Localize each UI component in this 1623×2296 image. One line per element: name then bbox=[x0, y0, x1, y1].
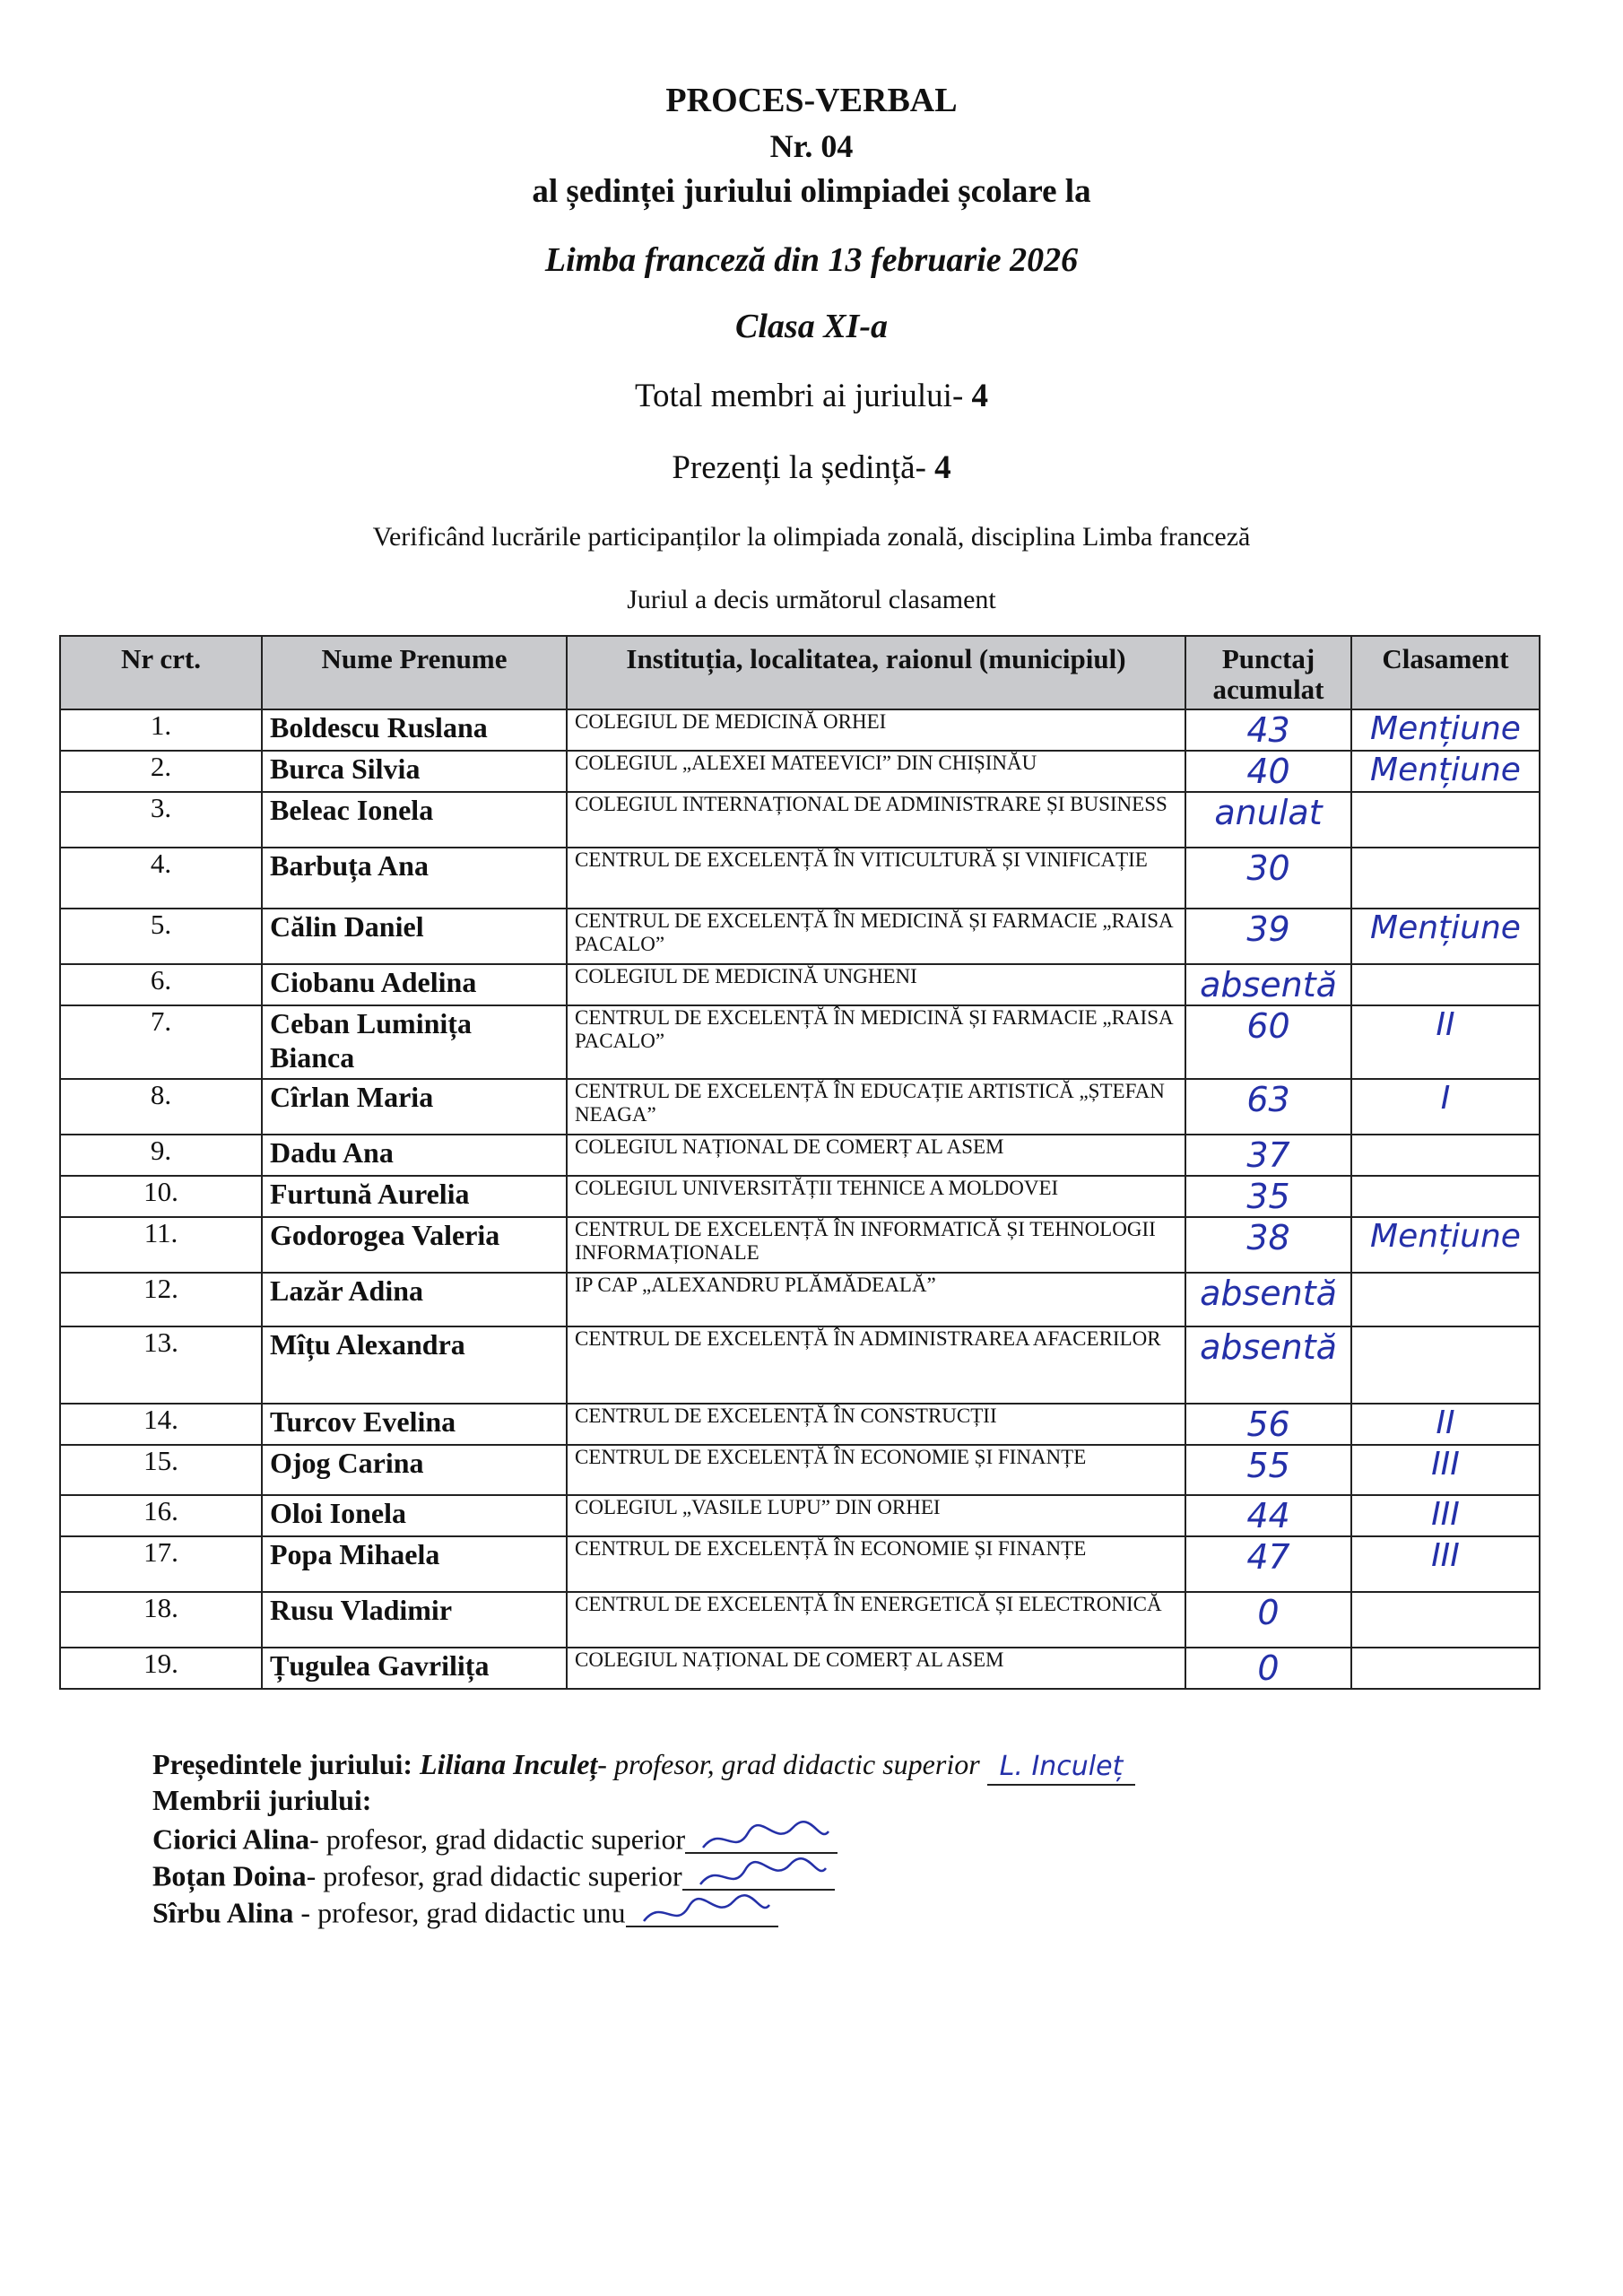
points-value: 39 bbox=[1185, 909, 1351, 964]
institution-name: COLEGIUL NAȚIONAL DE COMERȚ AL ASEM bbox=[567, 1648, 1185, 1689]
institution-name: CENTRUL DE EXCELENȚĂ ÎN CONSTRUCȚII bbox=[567, 1404, 1185, 1445]
points-value: absentă bbox=[1185, 1273, 1351, 1326]
total-members-label: Total membri ai juriului- bbox=[634, 378, 964, 414]
institution-name: COLEGIUL UNIVERSITĂȚII TEHNICE A MOLDOVEI bbox=[567, 1176, 1185, 1217]
row-number: 5. bbox=[60, 909, 262, 964]
jury-member-name: Boțan Doina bbox=[152, 1859, 307, 1892]
row-number: 16. bbox=[60, 1495, 262, 1536]
participant-name: Mîțu Alexandra bbox=[262, 1326, 567, 1404]
institution-name: CENTRUL DE EXCELENȚĂ ÎN MEDICINĂ ȘI FARMACIE „RAISA PACALO” bbox=[567, 909, 1185, 964]
institution-name: CENTRUL DE EXCELENȚĂ ÎN VITICULTURĂ ȘI VINIFICAȚIE bbox=[567, 848, 1185, 909]
points-value: anulat bbox=[1185, 792, 1351, 848]
table-row bbox=[60, 792, 1540, 848]
institution-name: CENTRUL DE EXCELENȚĂ ÎN MEDICINĂ ȘI FARMACIE „RAISA PACALO” bbox=[567, 1005, 1185, 1079]
document-number: Nr. 04 bbox=[769, 128, 854, 164]
rank-value bbox=[1351, 1592, 1540, 1648]
rank-value bbox=[1351, 848, 1540, 909]
points-value: 37 bbox=[1185, 1135, 1351, 1176]
institution-name: COLEGIUL INTERNAȚIONAL DE ADMINISTRARE ȘI BUSINESS bbox=[567, 792, 1185, 848]
table-row bbox=[60, 1648, 1540, 1689]
jury-member-name: Ciorici Alina bbox=[152, 1822, 310, 1856]
rank-value: III bbox=[1351, 1536, 1540, 1592]
table-row bbox=[60, 1079, 1540, 1135]
institution-name: COLEGIUL „VASILE LUPU” DIN ORHEI bbox=[567, 1495, 1185, 1536]
decision-note: Juriul a decis următorul clasament bbox=[627, 585, 996, 614]
jury-member-role: - profesor, grad didactic superior bbox=[306, 1859, 682, 1892]
participant-name: Furtună Aurelia bbox=[262, 1176, 567, 1217]
row-number: 15. bbox=[60, 1445, 262, 1495]
institution-name: CENTRUL DE EXCELENȚĂ ÎN EDUCAȚIE ARTISTICĂ „ȘTEFAN NEAGA” bbox=[567, 1079, 1185, 1135]
table-row bbox=[60, 1217, 1540, 1273]
row-number: 1. bbox=[60, 709, 262, 751]
jury-member-role: - profesor, grad didactic superior bbox=[309, 1822, 686, 1856]
participant-name: Turcov Evelina bbox=[262, 1404, 567, 1445]
row-number: 6. bbox=[60, 964, 262, 1005]
jury-member-signature bbox=[626, 1894, 778, 1937]
table-row bbox=[60, 848, 1540, 909]
column-header-name: Nume Prenume bbox=[262, 636, 567, 709]
rank-value bbox=[1351, 792, 1540, 848]
participant-name: Popa Mihaela bbox=[262, 1536, 567, 1592]
rank-value bbox=[1351, 964, 1540, 1005]
participant-name: Ojog Carina bbox=[262, 1445, 567, 1495]
table-row bbox=[60, 709, 1540, 751]
present-members-label: Prezenți la ședință- bbox=[672, 449, 926, 486]
rank-value: Mențiune bbox=[1351, 1217, 1540, 1273]
row-number: 4. bbox=[60, 848, 262, 909]
rank-value: II bbox=[1351, 1005, 1540, 1079]
participant-name: Ciobanu Adelina bbox=[262, 964, 567, 1005]
rank-value: Mențiune bbox=[1351, 709, 1540, 751]
table-row bbox=[60, 1445, 1540, 1495]
table-row bbox=[60, 1326, 1540, 1404]
row-number: 2. bbox=[60, 751, 262, 792]
points-value: 56 bbox=[1185, 1404, 1351, 1445]
institution-name: COLEGIUL „ALEXEI MATEEVICI” DIN CHIȘINĂU bbox=[567, 751, 1185, 792]
results-table bbox=[59, 635, 1541, 1690]
participant-name: Boldescu Ruslana bbox=[262, 709, 567, 751]
table-row bbox=[60, 964, 1540, 1005]
institution-name: COLEGIUL DE MEDICINĂ ORHEI bbox=[567, 709, 1185, 751]
institution-name: CENTRUL DE EXCELENȚĂ ÎN INFORMATICĂ ȘI TEHNOLOGII INFORMAȚIONALE bbox=[567, 1217, 1185, 1273]
participant-name: Cîrlan Maria bbox=[262, 1079, 567, 1135]
rank-value: I bbox=[1351, 1079, 1540, 1135]
participant-name: Barbuța Ana bbox=[262, 848, 567, 909]
participant-name: Beleac Ionela bbox=[262, 792, 567, 848]
row-number: 17. bbox=[60, 1536, 262, 1592]
present-members bbox=[0, 448, 1623, 487]
points-value: 0 bbox=[1185, 1592, 1351, 1648]
points-value: 55 bbox=[1185, 1445, 1351, 1495]
rank-value: Mențiune bbox=[1351, 751, 1540, 792]
document-title: PROCES-VERBAL bbox=[665, 82, 958, 119]
table-row bbox=[60, 1135, 1540, 1176]
institution-name: CENTRUL DE EXCELENȚĂ ÎN ECONOMIE ȘI FINANȚE bbox=[567, 1445, 1185, 1495]
president-line bbox=[152, 1747, 1135, 1786]
participant-name: Lazăr Adina bbox=[262, 1273, 567, 1326]
institution-name: COLEGIUL DE MEDICINĂ UNGHENI bbox=[567, 964, 1185, 1005]
participant-name: Burca Silvia bbox=[262, 751, 567, 792]
institution-name: CENTRUL DE EXCELENȚĂ ÎN ADMINISTRAREA AFACERILOR bbox=[567, 1326, 1185, 1404]
rank-value: III bbox=[1351, 1495, 1540, 1536]
row-number: 3. bbox=[60, 792, 262, 848]
row-number: 12. bbox=[60, 1273, 262, 1326]
document-subtitle: al ședinței juriului olimpiadei școlare la bbox=[532, 173, 1091, 210]
table-row bbox=[60, 1536, 1540, 1592]
participant-name: Oloi Ionela bbox=[262, 1495, 567, 1536]
column-header-points: Punctaj acumulat bbox=[1185, 636, 1351, 709]
row-number: 7. bbox=[60, 1005, 262, 1079]
points-value: absentă bbox=[1185, 964, 1351, 1005]
president-signature: L. Inculeț bbox=[987, 1750, 1136, 1786]
participant-name: Rusu Vladimir bbox=[262, 1592, 567, 1648]
rank-value bbox=[1351, 1326, 1540, 1404]
participant-name: Țugulea Gavrilița bbox=[262, 1648, 567, 1689]
jury-member-role: - profesor, grad didactic unu bbox=[293, 1896, 626, 1929]
rank-value bbox=[1351, 1273, 1540, 1326]
table-row bbox=[60, 1592, 1540, 1648]
members-label: Membrii juriului: bbox=[152, 1784, 372, 1816]
table-row bbox=[60, 1176, 1540, 1217]
total-members bbox=[0, 377, 1623, 415]
rank-value: III bbox=[1351, 1445, 1540, 1495]
points-value: 35 bbox=[1185, 1176, 1351, 1217]
points-value: 44 bbox=[1185, 1495, 1351, 1536]
president-role: - profesor, grad didactic superior bbox=[597, 1748, 980, 1780]
row-number: 19. bbox=[60, 1648, 262, 1689]
table-row bbox=[60, 1273, 1540, 1326]
points-value: 38 bbox=[1185, 1217, 1351, 1273]
column-header-nr: Nr crt. bbox=[60, 636, 262, 709]
president-label: Președintele juriului: bbox=[152, 1748, 413, 1780]
points-value: 40 bbox=[1185, 751, 1351, 792]
row-number: 14. bbox=[60, 1404, 262, 1445]
points-value: 60 bbox=[1185, 1005, 1351, 1079]
institution-name: CENTRUL DE EXCELENȚĂ ÎN ENERGETICĂ ȘI ELECTRONICĂ bbox=[567, 1592, 1185, 1648]
rank-value bbox=[1351, 1648, 1540, 1689]
rank-value bbox=[1351, 1176, 1540, 1217]
jury-member-line bbox=[152, 1894, 778, 1937]
total-members-value: 4 bbox=[971, 378, 989, 414]
institution-name: CENTRUL DE EXCELENȚĂ ÎN ECONOMIE ȘI FINANȚE bbox=[567, 1536, 1185, 1592]
participant-name: Godorogea Valeria bbox=[262, 1217, 567, 1273]
row-number: 11. bbox=[60, 1217, 262, 1273]
institution-name: COLEGIUL NAȚIONAL DE COMERȚ AL ASEM bbox=[567, 1135, 1185, 1176]
institution-name: IP CAP „ALEXANDRU PLĂMĂDEALĂ” bbox=[567, 1273, 1185, 1326]
participant-name: Dadu Ana bbox=[262, 1135, 567, 1176]
row-number: 10. bbox=[60, 1176, 262, 1217]
points-value: 0 bbox=[1185, 1648, 1351, 1689]
row-number: 9. bbox=[60, 1135, 262, 1176]
president-name: Liliana Inculeț bbox=[420, 1748, 598, 1780]
present-members-value: 4 bbox=[934, 449, 951, 486]
row-number: 8. bbox=[60, 1079, 262, 1135]
column-header-institution: Instituția, localitatea, raionul (municipiul) bbox=[567, 636, 1185, 709]
participant-name: Ceban Luminița Bianca bbox=[262, 1005, 567, 1079]
verification-note: Verificând lucrările participanților la olimpiada zonală, disciplina Limba franceză bbox=[372, 522, 1251, 552]
points-value: 30 bbox=[1185, 848, 1351, 909]
table-row bbox=[60, 751, 1540, 792]
jury-member-name: Sîrbu Alina bbox=[152, 1896, 294, 1929]
points-value: 47 bbox=[1185, 1536, 1351, 1592]
points-value: 63 bbox=[1185, 1079, 1351, 1135]
class-label: Clasa XI-a bbox=[735, 308, 888, 345]
column-header-rank: Clasament bbox=[1351, 636, 1540, 709]
table-row bbox=[60, 1005, 1540, 1079]
table-header-row bbox=[60, 636, 1540, 709]
rank-value: Mențiune bbox=[1351, 909, 1540, 964]
row-number: 13. bbox=[60, 1326, 262, 1404]
olympiad-subject-date: Limba franceză din 13 februarie 2026 bbox=[544, 241, 1079, 279]
points-value: absentă bbox=[1185, 1326, 1351, 1404]
participant-name: Călin Daniel bbox=[262, 909, 567, 964]
points-value: 43 bbox=[1185, 709, 1351, 751]
table-row bbox=[60, 1404, 1540, 1445]
table-row bbox=[60, 1495, 1540, 1536]
rank-value bbox=[1351, 1135, 1540, 1176]
table-row bbox=[60, 909, 1540, 964]
row-number: 18. bbox=[60, 1592, 262, 1648]
rank-value: II bbox=[1351, 1404, 1540, 1445]
